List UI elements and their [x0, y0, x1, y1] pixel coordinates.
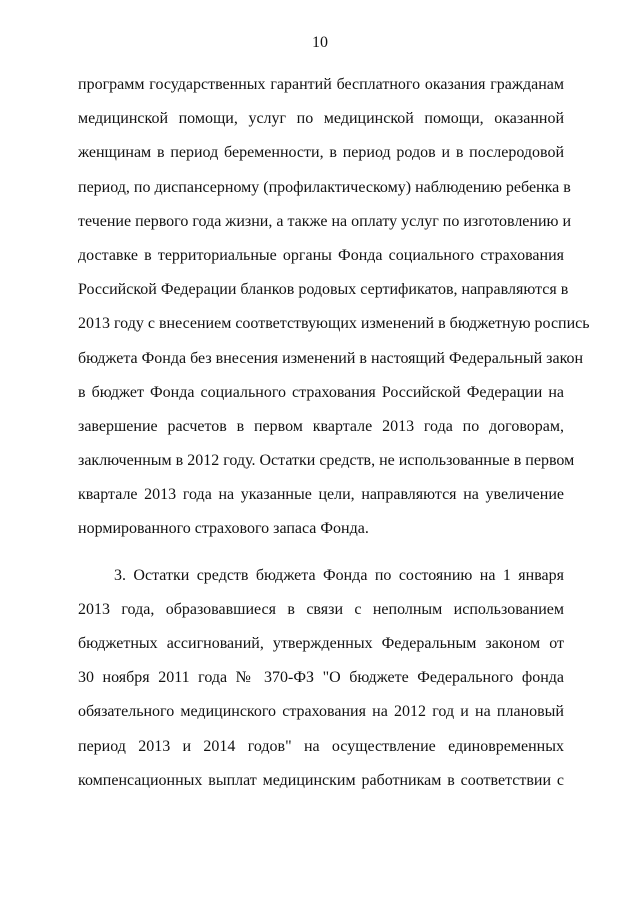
text-line: период, по диспансерному (профилактическому) наблюдению ребенка в: [78, 178, 571, 196]
text-line: 2013 года, образовавшиеся в связи с неполным использованием: [78, 600, 564, 618]
text-line: бюджетных ассигнований, утвержденных Федеральным законом от: [78, 635, 564, 652]
paragraph-gap: [78, 547, 564, 559]
text-line: 2013 году с внесением соответствующих изменений в бюджетную роспись: [78, 315, 590, 333]
text-line: квартале 2013 года на указанные цели, направляются на увеличение: [78, 486, 564, 504]
text-line: медицинской помощи, услуг по медицинской помощи, оказанной: [78, 110, 564, 128]
text-line: течение первого года жизни, а также на оплату услуг по изготовлению и: [78, 212, 572, 230]
text-line: доставке в территориальные органы Фонда социального страхования: [78, 246, 564, 264]
text-line: нормированного страхового запаса Фонда.: [78, 520, 369, 538]
text-line: 30 ноября 2011 года № 370-ФЗ "О бюджете Федерального фонда: [78, 669, 564, 687]
paragraph: [78, 559, 564, 798]
text-line: завершение расчетов в первом квартале 2013 года по договорам,: [78, 417, 564, 435]
text-line: программ государственных гарантий бесплатного оказания гражданам: [78, 76, 564, 93]
text-line: бюджета Фонда без внесения изменений в настоящий Федеральный закон: [78, 349, 584, 367]
text-line: период 2013 и 2014 годов" на осуществление единовременных: [78, 737, 564, 755]
text-line: компенсационных выплат медицинским работникам в соответствии с: [78, 771, 564, 789]
text-line: женщинам в период беременности, в период родов и в послеродовой: [78, 144, 564, 162]
text-line: 3. Остатки средств бюджета Фонда по состоянию на 1 января: [114, 566, 564, 584]
paragraph: [78, 68, 590, 547]
document-body: [78, 68, 590, 798]
text-line: Российской Федерации бланков родовых сертификатов, направляются в: [78, 281, 569, 299]
page-number: 10: [312, 34, 328, 51]
text-line: обязательного медицинского страхования на 2012 год и на плановый: [78, 703, 564, 721]
text-line: в бюджет Фонда социального страхования Российской Федерации на: [78, 383, 564, 401]
text-line: заключенным в 2012 году. Остатки средств, не использованные в первом: [78, 452, 575, 470]
